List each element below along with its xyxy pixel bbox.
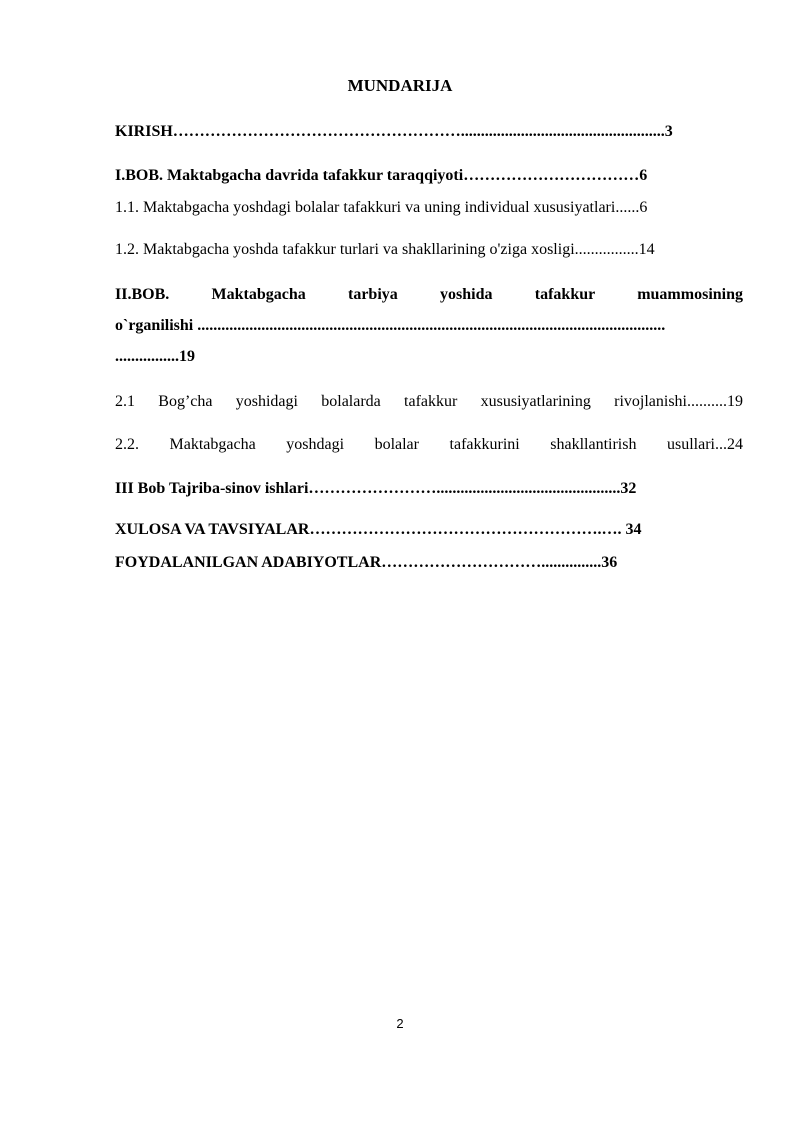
toc-entry-chapter-2-line-2: o`rganilishi ..................................................................................................................... — [115, 317, 666, 334]
toc-entry-section-2-2: 2.2. Maktabgacha yoshdagi bolalar tafakkurini shakllantirish usullari...24 — [115, 436, 743, 453]
page-number: 2 — [396, 1016, 404, 1031]
toc-entry-chapter-3: III Bob Tajriba-sinov ishlari……………………..............................................32 — [115, 480, 637, 497]
toc-entry-kirish: KIRISH………………………………………………...................................................3 — [115, 123, 673, 140]
page-title: MUNDARIJA — [347, 76, 453, 95]
toc-entry-section-2-1: 2.1 Bog’cha yoshidagi bolalarda tafakkur xususiyatlarining rivojlanishi..........19 — [115, 393, 743, 410]
toc-entry-chapter-1: I.BOB. Maktabgacha davrida tafakkur taraqqiyoti……………………………6 — [115, 167, 648, 184]
toc-entry-section-1-2: 1.2. Maktabgacha yoshda tafakkur turlari va shakllarining o'ziga xosligi................14 — [115, 241, 655, 258]
toc-entry-chapter-2-line-3: ................19 — [115, 348, 195, 365]
toc-entry-chapter-2-line-1: II.BOB. Maktabgacha tarbiya yoshida tafakkur muammosining — [115, 286, 743, 303]
toc-entry-references: FOYDALANILGAN ADABIYOTLAR…………………………...............36 — [115, 554, 618, 571]
toc-entry-conclusion: XULOSA VA TAVSIYALAR……………………………………………….…. 34 — [115, 521, 642, 538]
toc-entry-section-1-1: 1.1. Maktabgacha yoshdagi bolalar tafakkuri va uning individual xususiyatlari......6 — [115, 199, 648, 216]
